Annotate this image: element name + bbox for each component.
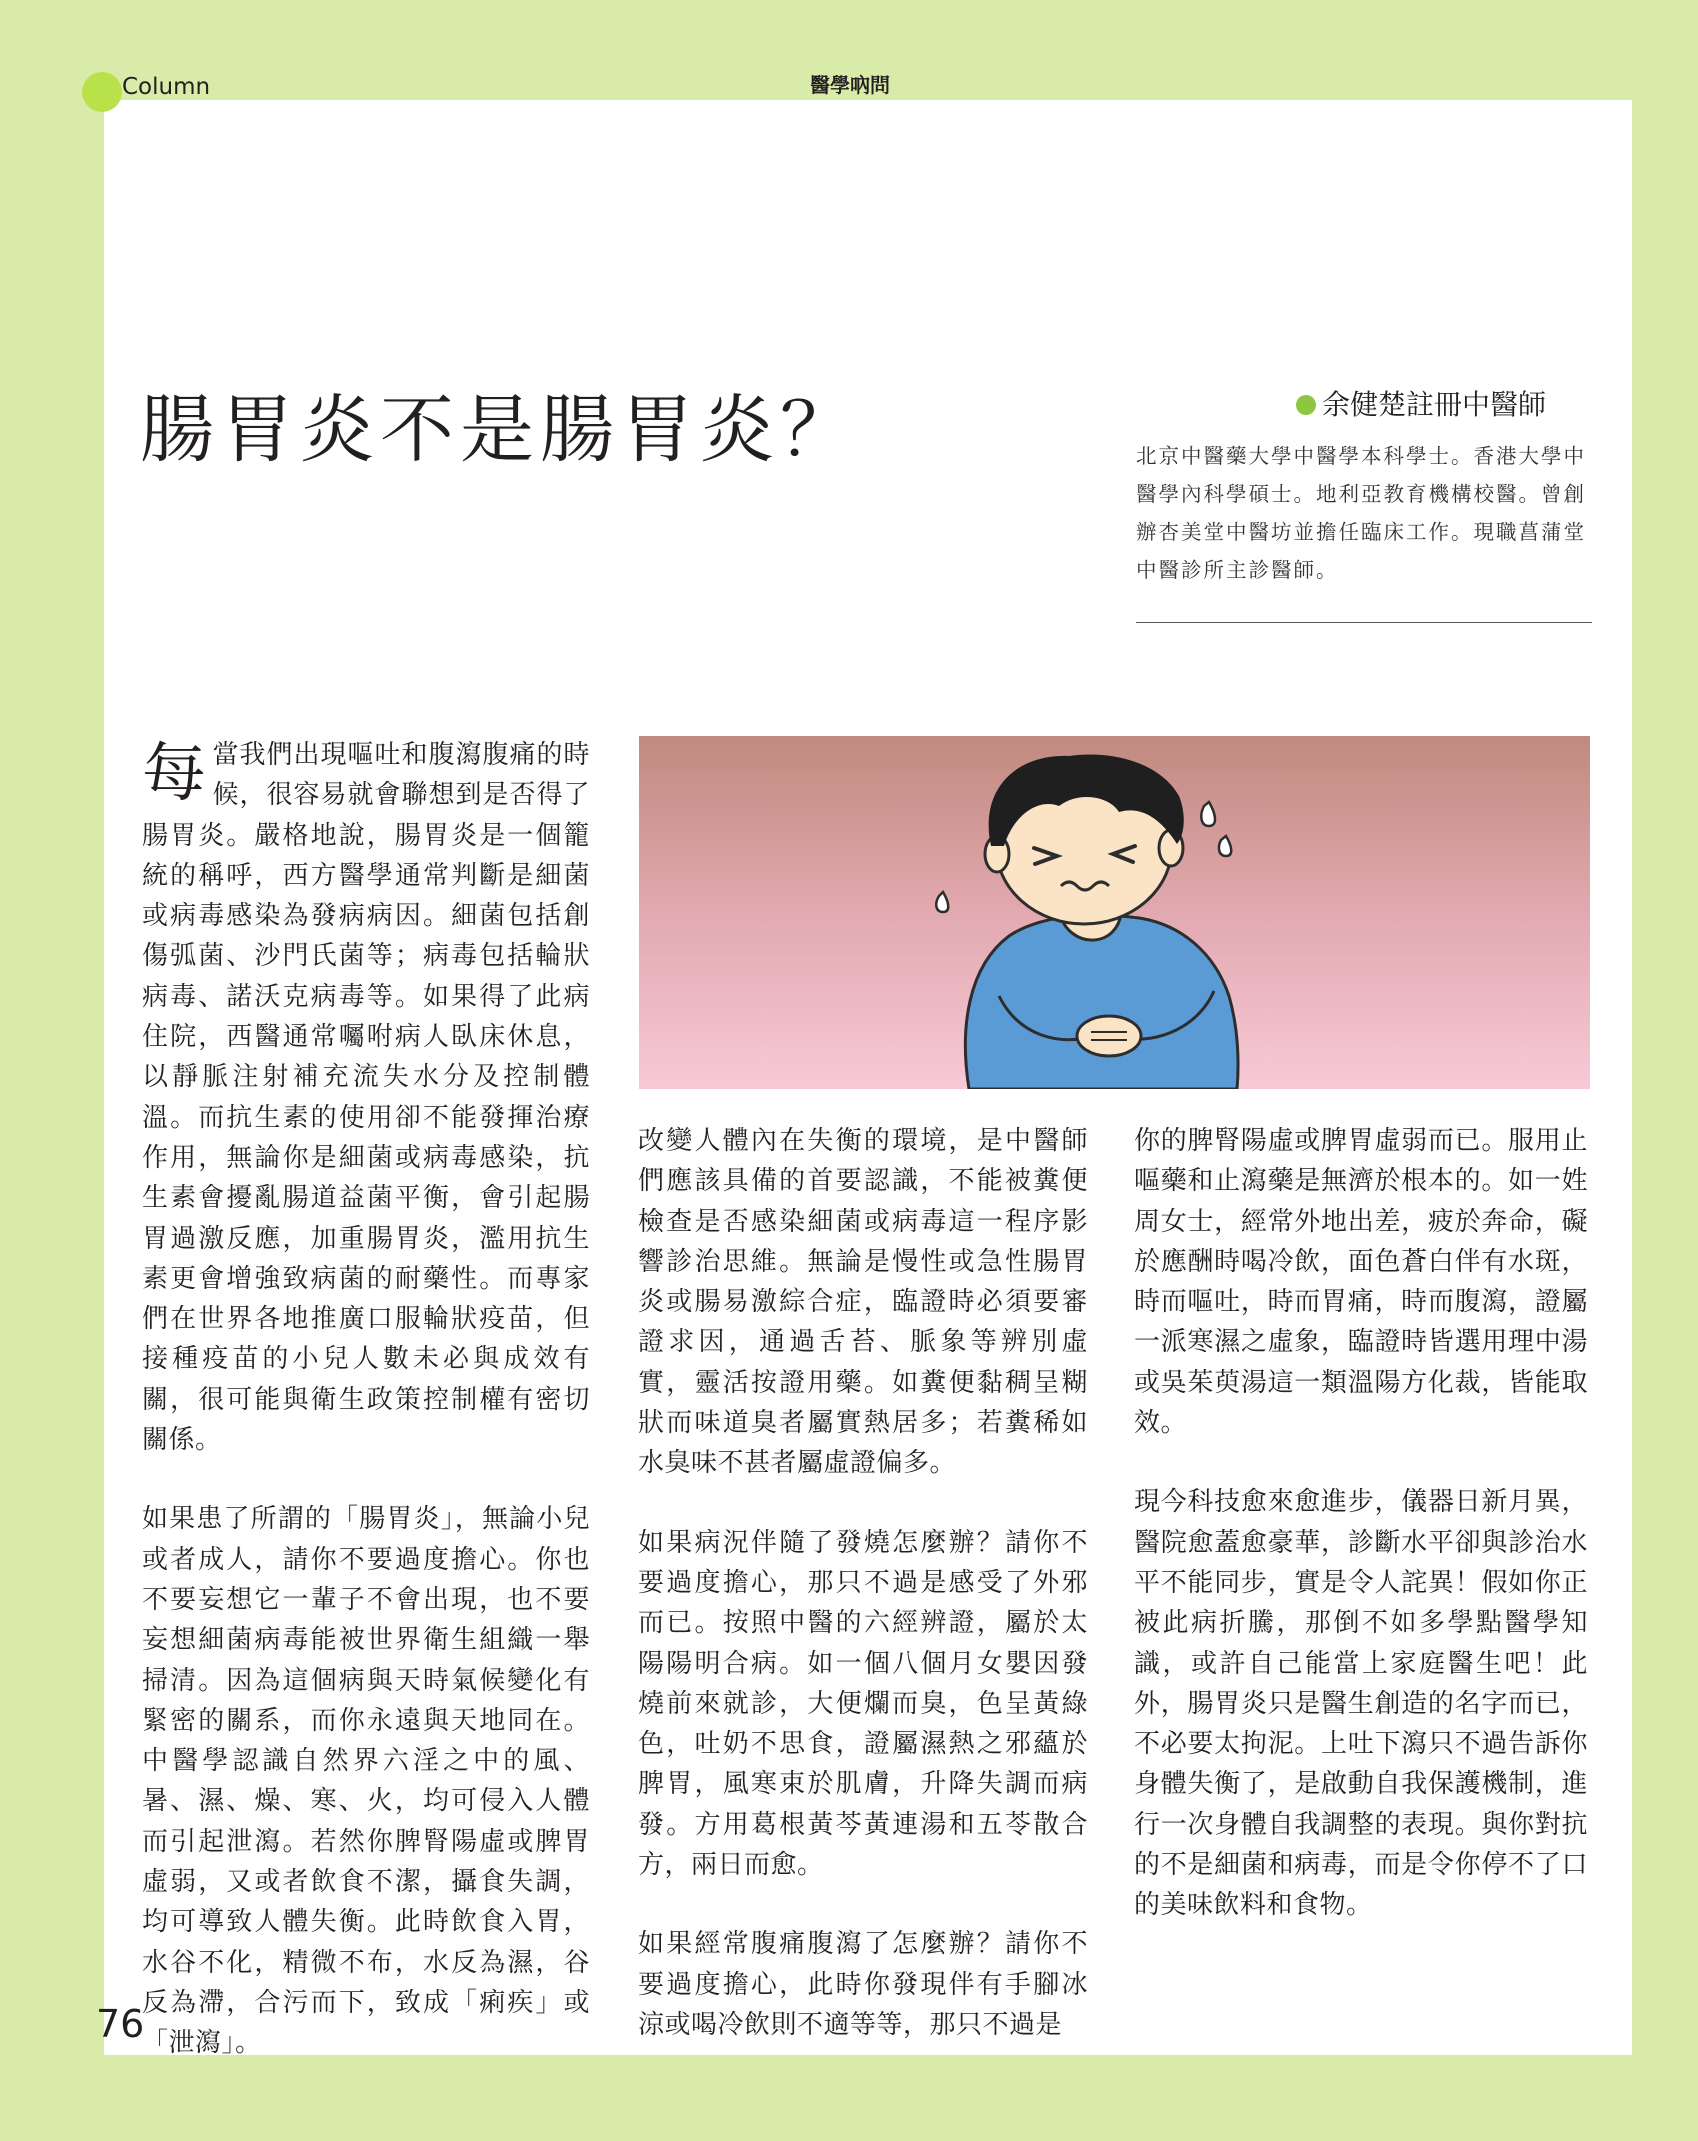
paragraph: 你的脾腎陽虛或脾胃虛弱而已。服用止嘔藥和止瀉藥是無濟於根本的。如一姓周女士，經常外地出差，疲於奔命，礙於應酬時喝冷飲，面色蒼白伴有水斑，時而嘔吐，時而胃痛，時而腹瀉，證屬一派寒濕之虛象，臨證時皆選用理中湯或吳茱萸湯這一類溫陽方化裁，皆能取效。 [1134,1126,1588,1439]
author-name: 余健楚註冊中醫師 [1322,388,1547,421]
illustration-svg [639,736,1590,1089]
author-divider [1136,622,1592,623]
stomach-ache-boy-illustration-icon [639,736,1590,1089]
paragraph: 如果病況伴隨了發燒怎麼辦？請你不要過度擔心，那只不過是感受了外邪而已。按照中醫的六經辨證，屬於太陽陽明合病。如一個八個月女嬰因發燒前來就診，大便爛而臭，色呈黃綠色，吐奶不思食，證屬濕熱之邪蘊於脾胃，風寒束於肌膚，升降失調而病發。方用葛根黃芩黃連湯和五苓散合方，兩日而愈。 [638,1527,1088,1881]
paragraph: 現今科技愈來愈進步，儀器日新月異，醫院愈蓋愈豪華，診斷水平卻與診治水平不能同步，實是令人詫異！假如你正被此病折騰，那倒不如多學點醫學知識，或許自己能當上家庭醫生吧！此外，腸胃炎只是醫生創造的名字而已，不必要太拘泥。上吐下瀉只不過告訴你身體失衡了，是啟動自我保護機制，進行一次身體自我調整的表現。與你對抗的不是細菌和病毒，而是令你停不了口的美味飲料和食物。 [1134,1487,1588,1921]
paragraph: 如果經常腹痛腹瀉了怎麼辦？請你不要過度擔心，此時你發現伴有手腳冰涼或喝冷飲則不適等等，那只不過是 [638,1929,1088,2040]
paragraph [142,735,590,1460]
author-dot-icon [1296,395,1316,415]
column-label: Column [122,74,211,100]
hands-shape [1077,1016,1141,1056]
drop-cap: 每 [142,737,207,811]
paragraph-text: 當我們出現嘔吐和腹瀉腹痛的時候，很容易就會聯想到是否得了腸胃炎。嚴格地說，腸胃炎是一個籠統的稱呼，西方醫學通常判斷是細菌或病毒感染為發病病因。細菌包括創傷弧菌、沙門氏菌等；病毒包括輪狀病毒、諾沃克病毒等。如果得了此病住院，西醫通常囑咐病人臥床休息，以靜脈注射補充流失水分及控制體溫。而抗生素的使用卻不能發揮治療作用，無論你是細菌或病毒感染，抗生素會擾亂腸道益菌平衡，會引起腸胃過激反應，加重腸胃炎，濫用抗生素更會增強致病菌的耐藥性。而專家們在世界各地推廣口服輪狀疫苗，但接種疫苗的小兒人數未必與成效有關，很可能與衛生政策控制權有密切關係。 [142,740,590,1456]
paragraph: 改變人體內在失衡的環境，是中醫師們應該具備的首要認識，不能被糞便檢查是否感染細菌或病毒這一程序影響診治思維。無論是慢性或急性腸胃炎或腸易激綜合症，臨證時必須要審證求因，通過舌苔、脈象等辨別虛實，靈活按證用藥。如糞便黏稠呈糊狀而味道臭者屬實熱居多；若糞稀如水臭味不甚者屬虛證偏多。 [638,1126,1088,1479]
column-dot-icon [82,72,122,112]
article-column-1 [142,735,590,2103]
author-byline [1296,385,1596,425]
article-column-2 [638,1121,1088,2084]
section-label: 醫學吶問 [810,73,890,97]
page-number: 76 [96,2002,145,2046]
author-bio: 北京中醫藥大學中醫學本科學士。香港大學中醫學內科學碩士。地利亞教育機構校醫。曾創辦杏美堂中醫坊並擔任臨床工作。現職菖蒲堂中醫診所主診醫師。 [1136,444,1586,582]
article-column-3 [1134,1121,1588,1965]
paragraph: 如果患了所謂的「腸胃炎」，無論小兒或者成人，請你不要過度擔心。你也不要妄想它一輩子不會出現，也不要妄想細菌病毒能被世界衛生組織一舉掃清。因為這個病與天時氣候變化有緊密的關系，而你永遠與天地同在。中醫學認識自然界六淫之中的風、暑、濕、燥、寒、火，均可侵入人體而引起泄瀉。若然你脾腎陽虛或脾胃虛弱，又或者飲食不潔，攝食失調，均可導致人體失衡。此時飲食入胃，水谷不化，精微不布，水反為濕，谷反為滯，合污而下，致成「痢疾」或「泄瀉」。 [142,1504,590,2059]
article-title: 腸胃炎不是腸胃炎？ [140,387,860,473]
